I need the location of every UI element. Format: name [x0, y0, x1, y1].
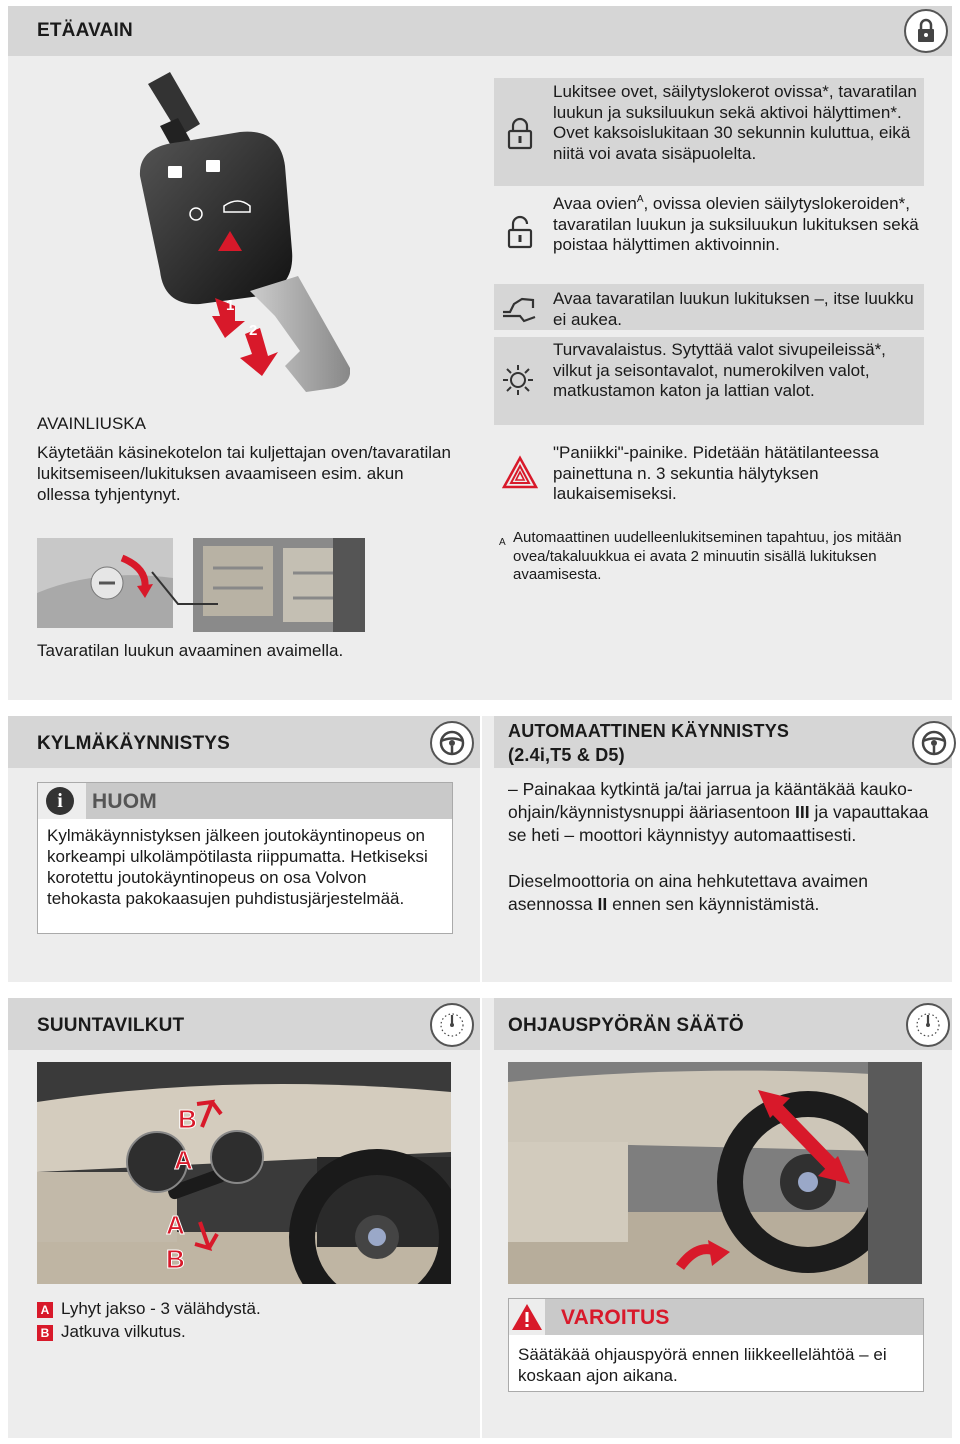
photo-label-a-bottom: A [166, 1210, 185, 1240]
auto-start-instruction [508, 778, 938, 847]
row-unlock-text-b: , ovissa olevien säilytyslokeroiden*, tavaratilan luukun ja suksiluukun lukituksen sekä poistaa hälyttimen aktivoinnin. [553, 194, 919, 254]
footnote-text: Automaattinen uudelleenlukitseminen tapahtuu, jos mitään ovea/takaluukkua ei avata 2 minuutin sisällä lukituksen avaamisesta. [513, 529, 902, 583]
section-title-line1: AUTOMAATTINEN KÄYNNISTYS [508, 721, 790, 741]
note-text: Kylmäkäynnistyksen jälkeen joutokäyntinopeus on korkeampi ulkolämpötilasta riippumatta. Hetkiseksi korotettu joutokäyntinopeus on osa Volvon tehokasta pakokaasujen puhdistusjärjestelmää. [47, 826, 428, 908]
photo-label-b-top: B [178, 1104, 197, 1134]
warning-text: Säätäkää ohjauspyörä ennen liikkeellelähtöä – ei koskaan ajon aikana. [518, 1345, 887, 1385]
section-title: OHJAUSPYÖRÄN SÄÄTÖ [508, 1015, 744, 1036]
auto-start-text-b: ja vapauttakaa se heti – moottori käynnistyy automaattisesti. [508, 802, 929, 845]
diesel-text-a: Dieselmoottoria on aina hehkutettava avaimen asennossa [508, 871, 868, 914]
row-trunk-text: Avaa tavaratilan luukun lukituksen –, itse luukku ei aukea. [553, 289, 914, 329]
section-title: KYLMÄKÄYNNISTYS [37, 733, 231, 754]
row-unlock-text-a: Avaa ovien [553, 194, 637, 213]
photo-label-a-top: A [174, 1145, 193, 1175]
steering-wheel-icon [912, 721, 956, 765]
lock-open-icon [502, 215, 538, 251]
remote-key-header [8, 6, 952, 56]
warning-triangle-icon [511, 1302, 543, 1332]
avainliuska-text: Käytetään käsinekotelon tai kuljettajan oven/tavaratilan lukitsemiseen/lukituksen avaamiseen esim. akun ollessa tyhjentynyt. [37, 443, 451, 504]
gauge-icon [430, 1003, 474, 1047]
diesel-instruction [508, 870, 938, 916]
note-title: HUOM [92, 790, 157, 813]
gauge-icon [906, 1003, 950, 1047]
key-position-ii: II [597, 894, 608, 914]
legend-text-b: Jatkuva vilkutus. [61, 1322, 186, 1341]
turn-signal-stalk-image [37, 1062, 451, 1284]
legend-text-a: Lyhyt jakso - 3 välähdystä. [61, 1299, 261, 1318]
lock-closed-icon [502, 116, 538, 152]
trunk-open-icon [500, 290, 536, 326]
row-lock-text: Lukitsee ovet, säilytyslokerot ovissa*, tavaratilan luukun ja suksiluukun sekä aktivoi hälyttimen*. Ovet kaksoislukitaan 30 sekunnin kuluttua, eikä niitä voi avata sisäpuolelta. [553, 82, 917, 163]
diesel-text-b: ennen sen käynnistämistä. [612, 894, 820, 914]
section-title-line2: (2.4i,T5 & D5) [508, 745, 625, 765]
warning-title: VAROITUS [561, 1306, 670, 1329]
steering-wheel-adjust-image [508, 1062, 922, 1284]
auto-start-text-a: – Painakaa kytkintä ja/tai jarrua ja kääntäkää kauko-ohjain/käynnistysnuppi ääriasentoon [508, 779, 913, 822]
footnote-marker: A [499, 537, 506, 548]
trunk-key-caption: Tavaratilan luukun avaaminen avaimella. [37, 641, 344, 660]
legend-marker-b: B [37, 1325, 53, 1341]
section-title: SUUNTAVILKUT [37, 1015, 185, 1036]
steering-wheel-icon [430, 721, 474, 765]
key-fob-image [120, 66, 350, 406]
section-title: ETÄAVAIN [37, 20, 133, 41]
row-panic-text: "Paniikki"-painike. Pidetään hätätilanteessa painettuna n. 3 sekuntia hälytyksen laukaisemiseksi. [553, 443, 879, 503]
approach-light-icon [500, 362, 536, 398]
panic-triangle-icon [502, 455, 538, 491]
row-light-text: Turvavalaistus. Sytyttää valot sivupeileissä*, vilkut ja seisontavalot, numerokilven valot, matkustamon katon ja lattian valot. [553, 340, 886, 400]
key-label-2: 2 [249, 322, 258, 339]
row-unlock-text [553, 194, 923, 256]
key-position-iii: III [795, 802, 810, 822]
info-icon: i [46, 787, 74, 815]
callout-line [150, 570, 220, 610]
legend-marker-a: A [37, 1302, 53, 1318]
key-label-1: 1 [226, 297, 235, 314]
padlock-icon [904, 9, 948, 53]
footnote-ref: A [636, 194, 644, 205]
avainliuska-title: AVAINLIUSKA [37, 414, 146, 433]
photo-label-b-bottom: B [166, 1244, 185, 1274]
